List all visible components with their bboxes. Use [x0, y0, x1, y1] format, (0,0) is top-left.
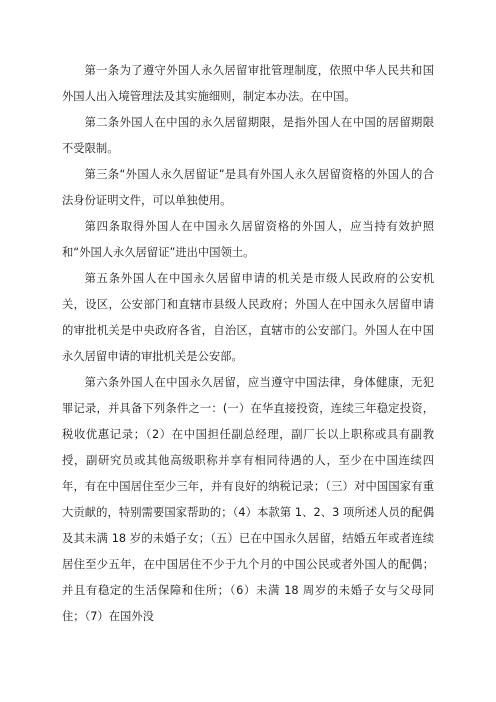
article-4-paragraph: 第四条取得外国人在中国永久居留资格的外国人，应当持有效护照和“外国人永久居留证”进出中国领土。: [62, 220, 434, 259]
article-5-paragraph: 第五条外国人在中国永久居留申请的机关是市级人民政府的公安机关，设区，公安部门和直辖市县级人民政府；外国人在中国永久居留申请的审批机关是中央政府各省，自治区，直辖市的公安部门。外国人在中国永久居留申请的审批机关是公安部。: [62, 272, 434, 363]
article-6-paragraph: 第六条外国人在中国永久居留，应当遵守中国法律，身体健康，无犯罪记录，并具备下列条件之一：(一）在华直接投资，连续三年稳定投资，税收优惠记录；（2）在中国担任副总经理，副厂长以上职称或具有副教授，副研究员或其他高级职称并享有相同待遇的人，至少在中国连续四年，有在中国居住至少三年，并有良好的纳税记录；（三）对中国国家有重大贡献的，特别需要国家帮助的；（4）本款第 1、2、3 项所述人员的配偶及其未满 18 岁的未婚子女；（五）已在中国永久居留，结婚五年或者连续居住至少五年，在中国居住不少于九个月的中国公民或者外国人的配偶；并且有稳定的生活保障和住所；（6）未满 18 周岁的未婚子女与父母同住；（7）在国外没: [62, 376, 434, 623]
document-page: [62, 58, 434, 630]
article-1-paragraph: 第一条为了遵守外国人永久居留审批管理制度，依照中华人民共和国外国人出入境管理法及其实施细则，制定本办法。在中国。: [62, 64, 434, 103]
article-2-paragraph: 第二条外国人在中国的永久居留期限，是指外国人在中国的居留期限不受限制。: [62, 116, 434, 155]
article-3-paragraph: 第三条“外国人永久居留证”是具有外国人永久居留资格的外国人的合法身份证明文件，可以单独使用。: [62, 168, 434, 207]
